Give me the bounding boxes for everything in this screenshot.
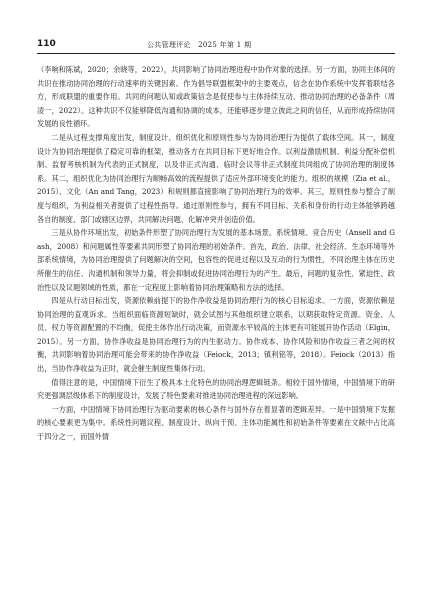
- page-number: 110: [37, 39, 56, 49]
- running-header: [37, 37, 395, 54]
- paragraph-2: 二是从过程支撑角度出发，制度设计、组织优化和原则性参与为协同治理行为提供了载体空间。其一，制度设计为协同治理提供了稳定可靠的框架，推动各方在共同目标下更好地合作。以利益激励机制、利益分配补偿机制、监督考核机制为代表的正式制度，以及非正式沟通、临时会议等非正式制度共同组成了协同治理的制度体系。其二，组织优化为协同治理行为顺畅高效的流程提供了适应外部环境变化的能力。组织的规模（Zia et al.，2015）、文化（An and Tang，2023）和规则都直接影响了协同治理行为的效率。其三，原则性参与整合了制度与组织，为利益相关者提供了过程性指导。通过原则性参与，拥有不同目标、关系和身份的行动主体能够跨越各自的制度、部门或辖区边界，共同解决问题、化解冲突并创造价值。: [37, 132, 395, 224]
- paragraph-4: 四是从行动目标出发，资源依赖前提下的协作净收益是协同治理行为的核心目标追求。一方面，资源依赖是协同治理的直观诉求。当组织面临资源短缺时，就会试图与其他组织建立联系，以期获取特定资源。资金、人员、权力等资源配置的不均衡，促使主体作出行动决策，而资源水平较高的主体更有可能展开协作活动（Elgin，2015）。另一方面，协作净收益是协同治理行为的内生驱动力。协作成本、协作风险和协作收益三者之间的权衡，共同影响着协同治理可能会带来的协作净收益（Feiock，2013；镇利铭等，2018）。Feiock（2013）指出，当协作净收益为正时，就会催生制度性集体行动。: [37, 296, 395, 374]
- journal-name: 公共管理评论 2025 年第 1 期: [147, 41, 252, 49]
- body-text: [37, 63, 395, 444]
- paragraph-1: （李响和陈斌，2020；余晓等，2022），共同影响了协同治理进程中协作对象的选择。另一方面，协同主体间的共识在推动协同治理的行动速率的关键因素。作为倡导联盟框架中的主要观点，信念在协作系统中发挥着联结各方，形成联盟的重要作用。共同的问题认知或政策信念是促使参与主体持续互动、推动协同治理的必备条件（周凌一，2022）。这种共识不仅能够降低沟通和协调的成本，还能够逐步建立彼此之间的信任，从而形成持续协同发展的良性循环。: [37, 65, 395, 129]
- paragraph-5: 值得注意的是，中国情境下衍生了极具本土化特色的协同治理逻辑链条。相较于国外情境，中国情境下的研究更强调层级体系下的制度设计，发展了特色要素对推进协同治理进程的深远影响。: [37, 377, 395, 401]
- paragraph-6: 一方面，中国情境下协同治理行为驱动要素的核心条件与国外存在着显著的逻辑差异。一是中国情境下发掘的核心要素更为集中。系统性问题议程、制度设计、纵向干预、主体功能属性和初始条件等要素在文献中占比高于四分之一，而国外情: [37, 404, 395, 442]
- paragraph-3: 三是从协作环境出发，初始条件形塑了协同治理行为发展的基本场景。系统情境、竞合历史（Ansell and Gash，2008）和问题属性等要素共同形塑了协同治理的初始条件。首先，政治、法律、社会经济、生态环境等外部系统情境，为协同治理提供了问题解决的空间，包容性的促进过程以及互动的行为惯性，不同治理主体在历史所催生的信任、沟通机制和领导力量，将会抑制或促进协同治理行为的产生。最后，问题的复杂性、紧迫性、政治性以及议题领域的性质，都在一定程度上影响着协同治理策略和方法的选择。: [37, 228, 395, 292]
